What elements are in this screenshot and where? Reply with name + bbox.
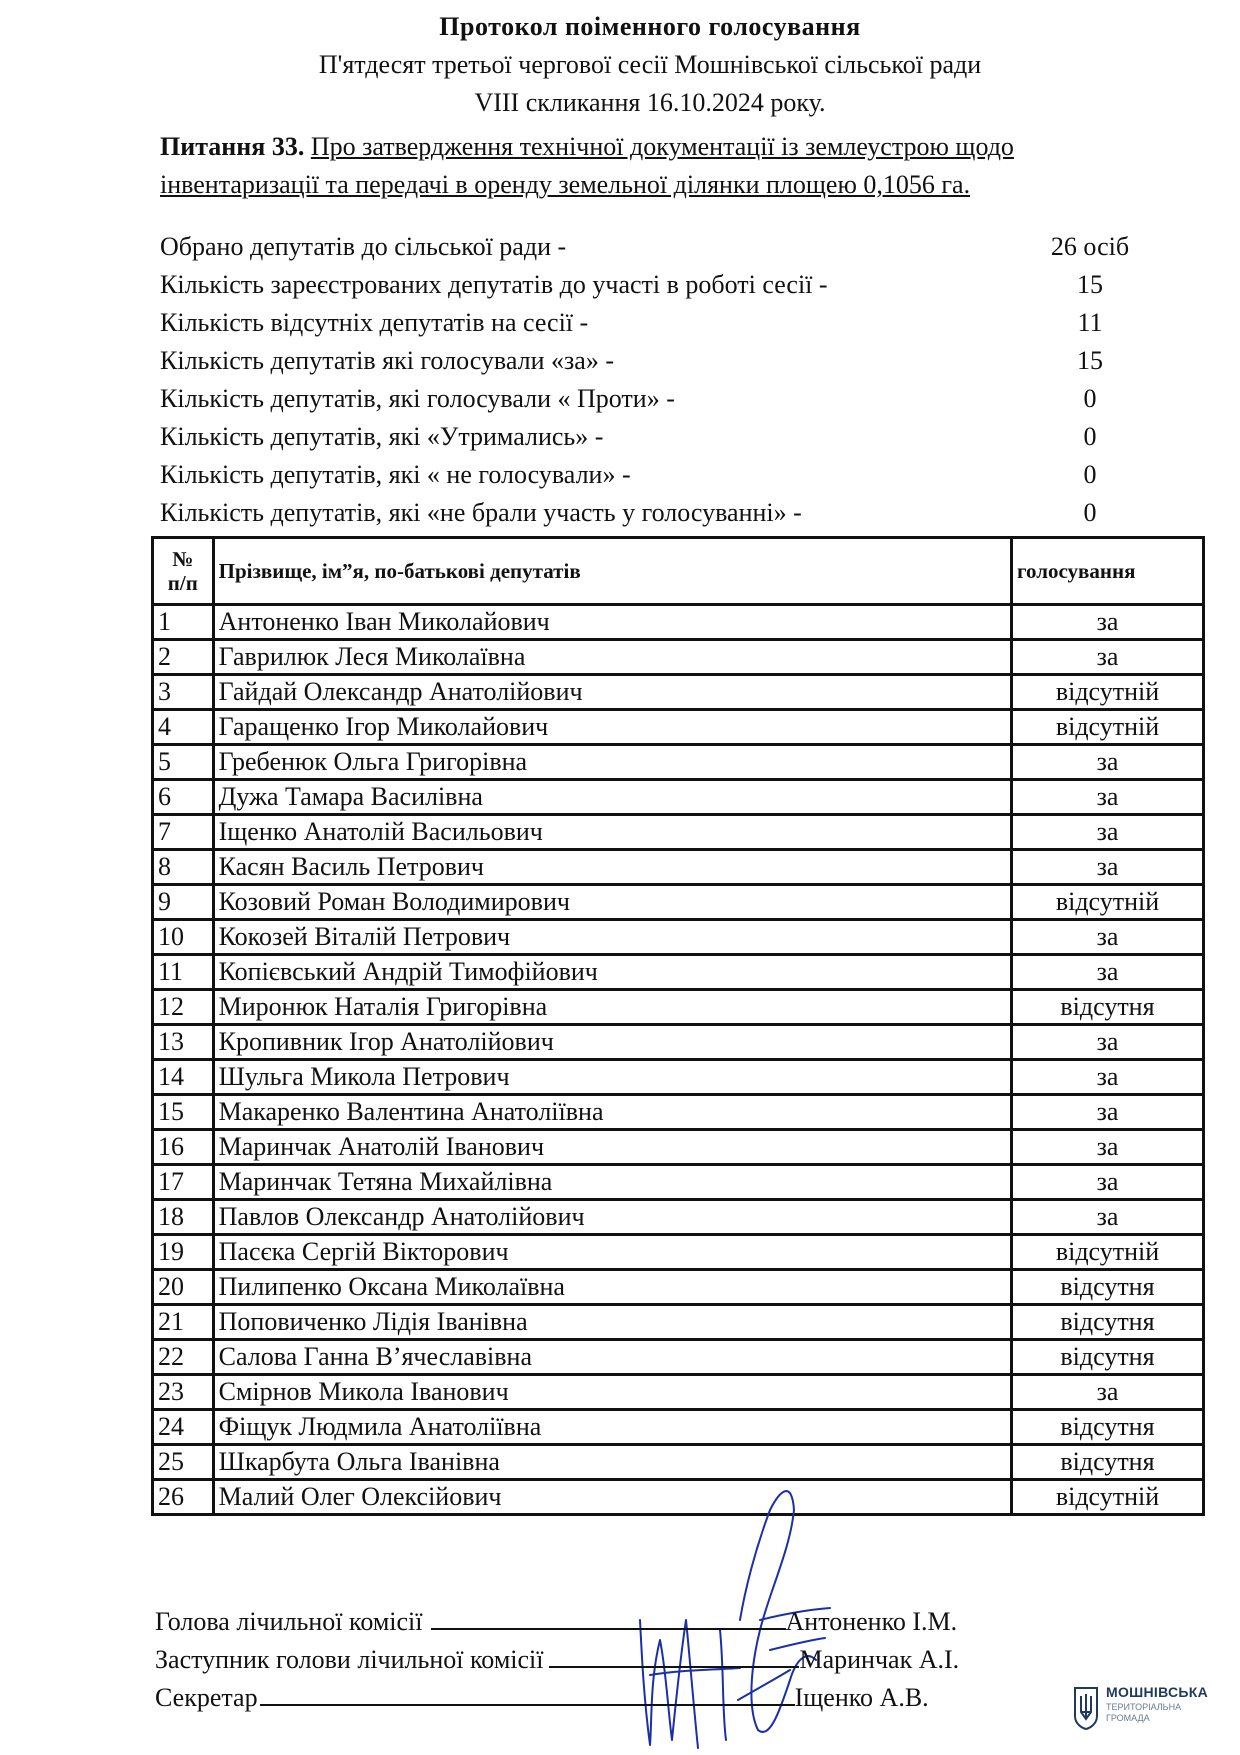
table-row	[153, 1025, 1204, 1060]
vote-result: за	[1011, 920, 1203, 955]
signature-line	[155, 1678, 1055, 1716]
deputy-name: Смірнов Микола Іванович	[213, 1375, 1011, 1410]
deputy-name: Пасєка Сергій Вікторович	[213, 1235, 1011, 1270]
row-number: 9	[153, 885, 214, 920]
stat-value: 15	[1077, 270, 1103, 299]
deputy-name: Кропивник Ігор Анатолійович	[213, 1025, 1011, 1060]
stat-row	[160, 494, 1160, 532]
row-number: 6	[153, 780, 214, 815]
vote-result: за	[1011, 1060, 1203, 1095]
stat-row	[160, 266, 1160, 304]
table-row	[153, 1165, 1204, 1200]
vote-result: за	[1011, 815, 1203, 850]
table-row	[153, 1060, 1204, 1095]
stat-label: Кількість депутатів, які « не голосували» -	[160, 460, 631, 489]
table-row	[153, 1340, 1204, 1375]
deputy-name: Касян Василь Петрович	[213, 850, 1011, 885]
stat-row	[160, 380, 1160, 418]
vote-result: за	[1011, 745, 1203, 780]
deputy-name: Гайдай Олександр Анатолійович	[213, 675, 1011, 710]
deputy-name: Малий Олег Олексійович	[213, 1480, 1011, 1515]
row-number: 22	[153, 1340, 214, 1375]
vote-result: відсутній	[1011, 675, 1203, 710]
deputy-name: Гребенюк Ольга Григорівна	[213, 745, 1011, 780]
column-header-number	[153, 538, 214, 605]
table-row	[153, 710, 1204, 745]
vote-result: за	[1011, 1375, 1203, 1410]
deputy-name: Салова Ганна В’ячеславівна	[213, 1340, 1011, 1375]
signatory-role: Заступник голови лічильної комісії	[155, 1645, 544, 1674]
question-text: Про затвердження технічної документації із землеустрою щодо інвентаризації та передачі в оренду земельної ділянки площею 0,1056 га.	[160, 132, 1014, 199]
row-number: 2	[153, 640, 214, 675]
signature-line	[155, 1640, 1055, 1678]
vote-result: відсутня	[1011, 1305, 1203, 1340]
table-row	[153, 850, 1204, 885]
row-number: 25	[153, 1445, 214, 1480]
stat-value: 11	[1077, 308, 1103, 337]
deputy-name: Шульга Микола Петрович	[213, 1060, 1011, 1095]
deputy-name: Фіщук Людмила Анатоліївна	[213, 1410, 1011, 1445]
table-row	[153, 745, 1204, 780]
stat-label: Кількість відсутніх депутатів на сесії -	[160, 308, 589, 337]
vote-result: за	[1011, 955, 1203, 990]
row-number: 15	[153, 1095, 214, 1130]
row-number: 12	[153, 990, 214, 1025]
deputy-name: Гаврилюк Леся Миколаївна	[213, 640, 1011, 675]
document-header	[0, 8, 1240, 122]
row-number: 16	[153, 1130, 214, 1165]
deputy-name: Маринчак Анатолій Іванович	[213, 1130, 1011, 1165]
row-number: 24	[153, 1410, 214, 1445]
vote-statistics	[160, 228, 1160, 532]
row-number: 20	[153, 1270, 214, 1305]
trident-emblem-icon	[1072, 1686, 1100, 1730]
logo-brand-text: МОШНІВСЬКА	[1106, 1684, 1209, 1700]
row-number: 13	[153, 1025, 214, 1060]
column-header-number-sign: №	[172, 547, 194, 571]
signature-block	[155, 1602, 1055, 1716]
row-number: 10	[153, 920, 214, 955]
deputy-name: Копієвський Андрій Тимофійович	[213, 955, 1011, 990]
deputy-name: Гаращенко Ігор Миколайович	[213, 710, 1011, 745]
roll-call-table	[151, 536, 1205, 1516]
table-row	[153, 955, 1204, 990]
vote-result: за	[1011, 850, 1203, 885]
signatory-name: Іщенко А.В.	[794, 1683, 929, 1712]
table-row	[153, 1270, 1204, 1305]
stat-label: Кількість депутатів, які «Утримались» -	[160, 422, 604, 451]
stat-row	[160, 304, 1160, 342]
convocation-date-line: VIII скликання 16.10.2024 року.	[474, 88, 826, 117]
vote-result: відсутній	[1011, 1480, 1203, 1515]
signature-underline	[431, 1602, 786, 1630]
vote-result: за	[1011, 1025, 1203, 1060]
row-number: 5	[153, 745, 214, 780]
row-number: 21	[153, 1305, 214, 1340]
vote-result: за	[1011, 1095, 1203, 1130]
row-number: 19	[153, 1235, 214, 1270]
deputy-name: Шкарбута Ольга Іванівна	[213, 1445, 1011, 1480]
deputy-name: Козовий Роман Володимирович	[213, 885, 1011, 920]
deputy-name: Маринчак Тетяна Михайлівна	[213, 1165, 1011, 1200]
table-row	[153, 1200, 1204, 1235]
table-row	[153, 1375, 1204, 1410]
stat-label: Кількість зареєстрованих депутатів до участі в роботі сесії -	[160, 270, 828, 299]
deputy-name: Антоненко Іван Миколайович	[213, 605, 1011, 640]
row-number: 4	[153, 710, 214, 745]
vote-result: відсутня	[1011, 990, 1203, 1025]
stat-value: 0	[1083, 384, 1097, 413]
row-number: 17	[153, 1165, 214, 1200]
vote-result: за	[1011, 605, 1203, 640]
row-number: 8	[153, 850, 214, 885]
table-row	[153, 605, 1204, 640]
row-number: 3	[153, 675, 214, 710]
table-row	[153, 815, 1204, 850]
deputy-name: Миронюк Наталія Григорівна	[213, 990, 1011, 1025]
table-row	[153, 640, 1204, 675]
table-row	[153, 1410, 1204, 1445]
session-line: П'ятдесят третьої чергової сесії Мошнівської сільської ради	[318, 50, 982, 79]
deputy-name: Іщенко Анатолій Васильович	[213, 815, 1011, 850]
row-number: 23	[153, 1375, 214, 1410]
stat-row	[160, 228, 1160, 266]
stat-value: 0	[1083, 460, 1097, 489]
row-number: 11	[153, 955, 214, 990]
vote-result: відсутня	[1011, 1270, 1203, 1305]
table-row	[153, 675, 1204, 710]
document-title: Протокол поіменного голосування	[439, 12, 861, 41]
stat-label: Кількість депутатів які голосували «за» -	[160, 346, 614, 375]
stat-row	[160, 418, 1160, 456]
stat-value: 0	[1083, 498, 1097, 527]
signatory-name: Антоненко І.М.	[785, 1607, 958, 1636]
table-row	[153, 1095, 1204, 1130]
row-number: 26	[153, 1480, 214, 1515]
column-header-vote: голосування	[1011, 538, 1203, 605]
vote-result: відсутня	[1011, 1410, 1203, 1445]
table-row	[153, 780, 1204, 815]
vote-result: відсутній	[1011, 710, 1203, 745]
row-number: 1	[153, 605, 214, 640]
vote-result: відсутній	[1011, 1235, 1203, 1270]
logo-subtitle: ТЕРИТОРІАЛЬНА ГРОМАДА	[1106, 1702, 1182, 1723]
stat-row	[160, 456, 1160, 494]
signature-underline	[549, 1640, 799, 1668]
question-number: Питання 33.	[160, 132, 305, 161]
deputy-name: Макаренко Валентина Анатоліївна	[213, 1095, 1011, 1130]
table-row	[153, 990, 1204, 1025]
stat-label: Кількість депутатів, які голосували « Проти» -	[160, 384, 675, 413]
stat-row	[160, 342, 1160, 380]
signatory-name: Маринчак А.І.	[799, 1645, 960, 1674]
deputy-name: Павлов Олександр Анатолійович	[213, 1200, 1011, 1235]
table-row	[153, 1130, 1204, 1165]
vote-result: за	[1011, 1200, 1203, 1235]
stat-value: 15	[1077, 346, 1103, 375]
vote-result: за	[1011, 1130, 1203, 1165]
stat-value: 26 осіб	[1050, 232, 1130, 261]
row-number: 7	[153, 815, 214, 850]
vote-result: за	[1011, 780, 1203, 815]
signature-line	[155, 1602, 1055, 1640]
vote-result: за	[1011, 1165, 1203, 1200]
table-row	[153, 1235, 1204, 1270]
row-number: 14	[153, 1060, 214, 1095]
row-number: 18	[153, 1200, 214, 1235]
table-row	[153, 1305, 1204, 1340]
stat-label: Кількість депутатів, які «не брали участь у голосуванні» -	[160, 498, 802, 527]
vote-result: відсутня	[1011, 1340, 1203, 1375]
deputy-name: Пилипенко Оксана Миколаївна	[213, 1270, 1011, 1305]
vote-result: за	[1011, 640, 1203, 675]
table-row	[153, 885, 1204, 920]
table-row	[153, 920, 1204, 955]
deputy-name: Поповиченко Лідія Іванівна	[213, 1305, 1011, 1340]
stat-value: 0	[1083, 422, 1097, 451]
deputy-name: Кокозей Віталій Петрович	[213, 920, 1011, 955]
signatory-role: Секретар	[155, 1683, 258, 1712]
signature-underline	[260, 1678, 795, 1706]
community-logo	[1072, 1682, 1212, 1742]
deputy-name: Дужа Тамара Василівна	[213, 780, 1011, 815]
column-header-number-abbr: п/п	[167, 571, 198, 595]
column-header-name: Прізвище, ім”я, по-батькові депутатів	[213, 538, 1011, 605]
vote-result: відсутня	[1011, 1445, 1203, 1480]
table-header-row	[153, 538, 1204, 605]
stat-label: Обрано депутатів до сільської ради -	[160, 232, 567, 261]
signatory-role: Голова лічильної комісії	[155, 1607, 423, 1636]
agenda-question	[160, 128, 1140, 204]
vote-result: відсутній	[1011, 885, 1203, 920]
